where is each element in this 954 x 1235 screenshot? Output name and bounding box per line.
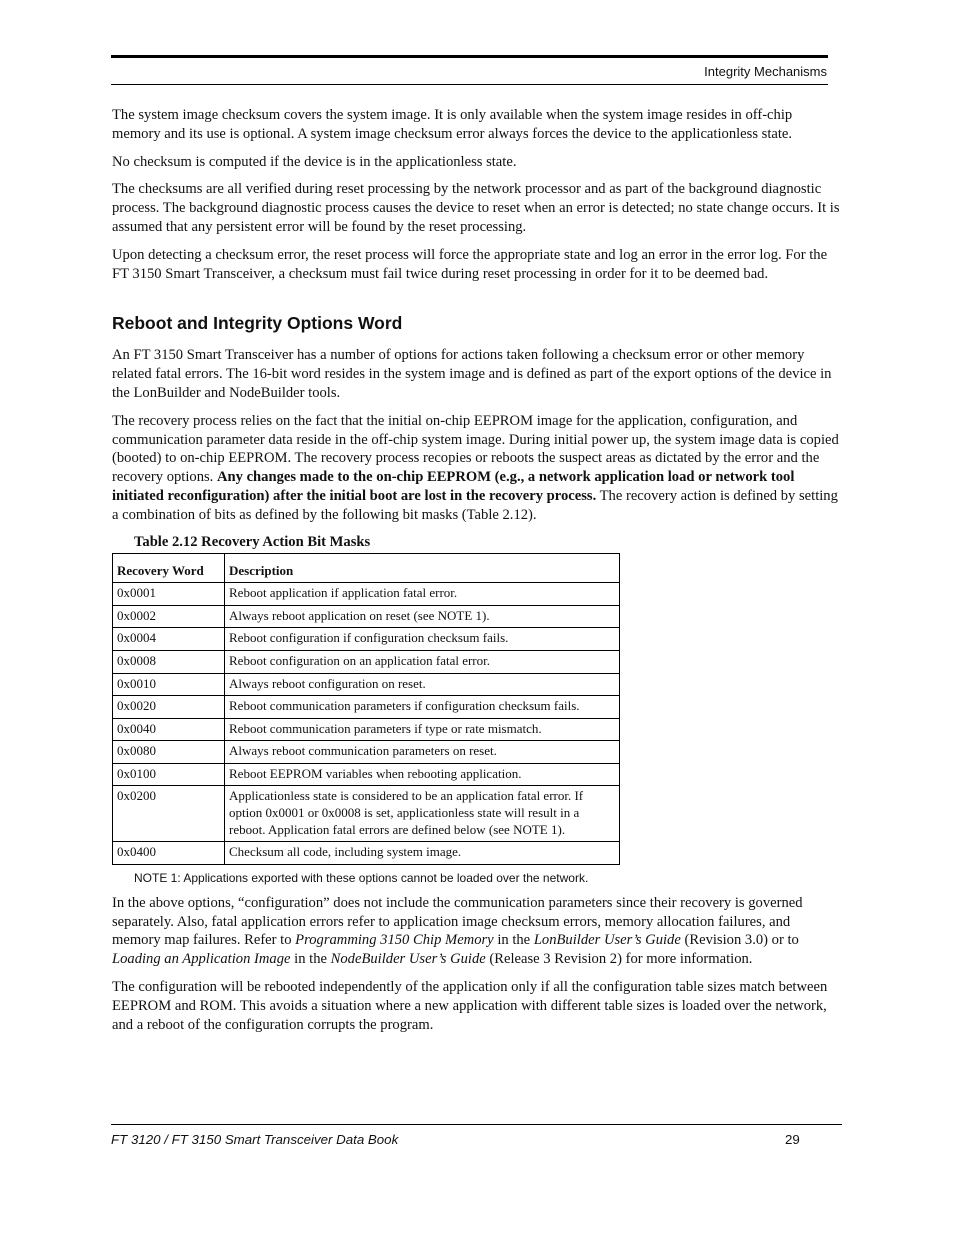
reference-title-lonbuilder-guide: LonBuilder User’s Guide [533, 932, 681, 949]
after-paragraph-1-text-b: in the [493, 932, 534, 949]
table-row [113, 628, 620, 651]
cell-description: Reboot configuration on an application fatal error. [225, 650, 620, 673]
section-paragraph-2-bold: Any changes made to the on-chip EEPROM (e.g., a network application load or network tool initiated reconfiguration) after the initial boot are lost in the recovery process. [112, 469, 795, 504]
after-paragraph-1-text-d: in the [290, 951, 331, 968]
section-paragraph-2 [112, 412, 842, 525]
cell-word: 0x0020 [113, 696, 225, 719]
cell-description: Applicationless state is considered to be an application fatal error. If option 0x0001 or 0x0008 is set, applicationless state will result in a reboot. Application fatal errors are defined below (see NOTE 1). [225, 786, 620, 842]
after-paragraph-1-text-c: (Revision 3.0) or to [680, 932, 799, 949]
cell-word: 0x0004 [113, 628, 225, 651]
section-heading: Reboot and Integrity Options Word [112, 313, 403, 334]
table-row [113, 763, 620, 786]
cell-description: Checksum all code, including system image. [225, 842, 620, 865]
table-caption: Table 2.12 Recovery Action Bit Masks [134, 533, 371, 550]
intro-paragraph-2: No checksum is computed if the device is in the applicationless state. [112, 153, 517, 170]
table-row [113, 741, 620, 764]
intro-paragraph-4: Upon detecting a checksum error, the reset process will force the appropriate state and log an error in the error log. For the FT 3150 Smart Transceiver, a checksum must fail twice during reset processing in order for it to be deemed bad. [112, 246, 828, 282]
cell-word: 0x0008 [113, 650, 225, 673]
footer-book-title: FT 3120 / FT 3150 Smart Transceiver Data Book [111, 1132, 399, 1147]
recovery-table [112, 553, 620, 865]
after-paragraph-2: The configuration will be rebooted independently of the application only if all the configuration table sizes match between EEPROM and ROM. This avoids a situation where a new application with different table sizes is loaded over the network, and a reboot of the configuration corrupts the program. [112, 979, 828, 1033]
table-note: NOTE 1: Applications exported with these options cannot be loaded over the network. [134, 870, 589, 885]
section-paragraph-1: An FT 3150 Smart Transceiver has a number of options for actions taken following a checksum error or other memory related fatal errors. The 16-bit word resides in the system image and is defined as part of the export options of the device in the LonBuilder and NodeBuilder tools. [112, 347, 832, 401]
cell-word: 0x0002 [113, 605, 225, 628]
cell-word: 0x0040 [113, 718, 225, 741]
table-row [113, 842, 620, 865]
cell-description: Reboot communication parameters if configuration checksum fails. [225, 696, 620, 719]
cell-word: 0x0001 [113, 583, 225, 606]
column-header-recovery-word: Recovery Word [113, 553, 225, 583]
reference-title-nodebuilder-guide: NodeBuilder User’s Guide [330, 951, 486, 968]
reference-title-programming: Programming 3150 Chip Memory [295, 932, 494, 949]
intro-paragraph-3: The checksums are all verified during reset processing by the network processor and as part of the background diagnostic process. The background diagnostic process causes the device to reset when an error is detected; no state change occurs. It is assumed that any persistent error will be found by the reset processing. [112, 181, 840, 235]
cell-word: 0x0200 [113, 786, 225, 842]
table-header-row [113, 553, 620, 583]
cell-description: Reboot EEPROM variables when rebooting application. [225, 763, 620, 786]
cell-description: Always reboot communication parameters on reset. [225, 741, 620, 764]
cell-description: Reboot configuration if configuration checksum fails. [225, 628, 620, 651]
cell-word: 0x0080 [113, 741, 225, 764]
cell-description: Reboot communication parameters if type or rate mismatch. [225, 718, 620, 741]
table-row [113, 650, 620, 673]
table-row [113, 718, 620, 741]
column-header-description: Description [225, 553, 620, 583]
header-rule-thick [111, 55, 828, 58]
cell-description: Always reboot configuration on reset. [225, 673, 620, 696]
table-row [113, 605, 620, 628]
cell-word: 0x0010 [113, 673, 225, 696]
header-rule-thin [111, 84, 828, 85]
page-body [112, 106, 842, 1043]
section-paragraph-2-text-b: The recovery action is defined by setting a combination of bits as defined by the following bit masks (Table 2.12). [112, 487, 838, 523]
reference-title-loading: Loading an Application Image [112, 951, 291, 968]
cell-word: 0x0400 [113, 842, 225, 865]
after-paragraph-1 [112, 894, 842, 969]
cell-description: Reboot application if application fatal error. [225, 583, 620, 606]
cell-description: Always reboot application on reset (see NOTE 1). [225, 605, 620, 628]
footer-rule [111, 1124, 842, 1125]
section-paragraph-2-text-a: The recovery process relies on the fact that the initial on-chip EEPROM image for the application, configuration, and communication parameter data reside in the off-chip system image. During initial power up, the system image data is copied (booted) to on-chip EEPROM. The recovery process recopies or reboots the suspect areas as dictated by the error and the recovery options. [112, 412, 839, 486]
table-row [113, 786, 620, 842]
running-header: Integrity Mechanisms [704, 64, 827, 79]
intro-paragraph-1: The system image checksum covers the system image. It is only available when the system image resides in off-chip memory and its use is optional. A system image checksum error always forces the device to the applicationless state. [112, 107, 793, 142]
table-row [113, 696, 620, 719]
page-number: 29 [785, 1132, 800, 1147]
after-paragraph-1-text-a: In the above options, “configuration” does not include the communication parameters since their recovery is governed separately. Also, fatal application errors refer to application image checksum errors, memory allocation failures, and memory map failures. Refer to [112, 894, 803, 949]
cell-word: 0x0100 [113, 763, 225, 786]
table-row [113, 583, 620, 606]
table-row [113, 673, 620, 696]
after-paragraph-1-text-e: (Release 3 Revision 2) for more information. [485, 951, 753, 968]
